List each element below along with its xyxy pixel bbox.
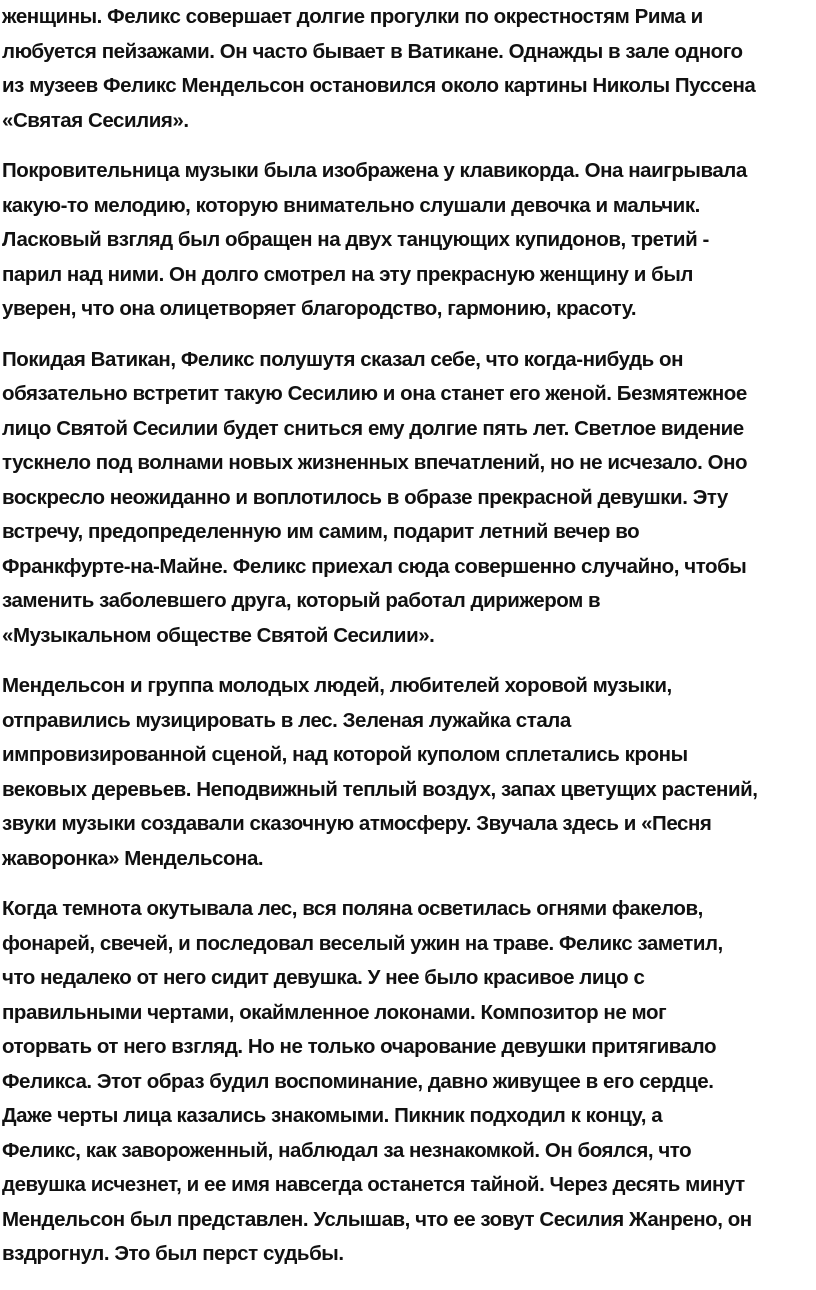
- text-line: девушка исчезнет, и ее имя навсегда останется тайной. Через десять минут: [2, 1173, 745, 1196]
- text-line: парил над ними. Он долго смотрел на эту прекрасную женщину и был: [2, 262, 693, 286]
- text-line: встречу, предопределенную им самим, подарит летний вечер во: [2, 520, 640, 543]
- text-line: заменить заболевшего друга, который работал дирижером в: [2, 589, 601, 612]
- text-line: какую-то мелодию, которую внимательно слушали девочка и мальчик.: [2, 193, 700, 217]
- text-line: тускнело под волнами новых жизненных впечатлений, но не исчезало. Оно: [2, 451, 748, 474]
- text-line: оторвать от него взгляд. Но не только очарование девушки притягивало: [2, 1035, 717, 1058]
- text-line: женщины. Феликс совершает долгие прогулки по окрестностям Рима и: [2, 5, 703, 28]
- paragraph-meeting-cecilia: [2, 892, 810, 1272]
- paragraph-rome-walks: [2, 0, 810, 138]
- text-line: любуется пейзажами. Он часто бывает в Ватикане. Однажды в зале одного: [2, 39, 743, 63]
- text-line: Франкфурте-на-Майне. Феликс приехал сюда совершенно случайно, чтобы: [2, 554, 747, 578]
- text-line: «Святая Сесилия».: [2, 108, 189, 132]
- text-line: Ласковый взгляд был обращен на двух танцующих купидонов, третий -: [2, 228, 709, 251]
- text-line: фонарей, свечей, и последовал веселый ужин на траве. Феликс заметил,: [2, 931, 723, 955]
- text-line: правильными чертами, окаймленное локонами. Композитор не мог: [2, 1000, 667, 1024]
- text-line: Покровительница музыки была изображена у клавикорда. Она наигрывала: [2, 159, 747, 182]
- text-line: Когда темнота окутывала лес, вся поляна осветилась огнями факелов,: [2, 897, 703, 920]
- text-line: звуки музыки создавали сказочную атмосферу. Звучала здесь и «Песня: [2, 812, 712, 835]
- text-line: Даже черты лица казались знакомыми. Пикник подходил к концу, а: [2, 1104, 663, 1127]
- text-line: отправились музицировать в лес. Зеленая лужайка стала: [2, 708, 571, 732]
- text-line: из музеев Феликс Мендельсон остановился около картины Николы Пуссена: [2, 74, 756, 97]
- text-line: обязательно встретит такую Сесилию и она станет его женой. Безмятежное: [2, 382, 747, 405]
- text-line: жаворонка» Мендельсона.: [2, 846, 264, 870]
- text-line: «Музыкальном обществе Святой Сесилии».: [2, 623, 435, 647]
- text-line: Феликс, как завороженный, наблюдал за незнакомкой. Он боялся, что: [2, 1138, 692, 1162]
- text-line: Покидая Ватикан, Феликс полушутя сказал себе, что когда-нибудь он: [2, 347, 684, 371]
- text-line: вздрогнул. Это был перст судьбы.: [2, 1242, 344, 1265]
- text-line: импровизированной сценой, над которой куполом сплетались кроны: [2, 743, 688, 766]
- text-line: уверен, что она олицетворяет благородство, гармонию, красоту.: [2, 297, 637, 320]
- text-line: Мендельсон был представлен. Услышав, что ее зовут Сесилия Жанрено, он: [2, 1207, 752, 1231]
- text-line: что недалеко от него сидит девушка. У нее было красивое лицо с: [2, 966, 645, 989]
- text-line: Феликса. Этот образ будил воспоминание, давно живущее в его сердце.: [2, 1069, 714, 1093]
- paragraph-painting-description: [2, 154, 810, 327]
- text-line: Мендельсон и группа молодых людей, любителей хоровой музыки,: [2, 674, 672, 697]
- text-line: лицо Святой Сесилии будет сниться ему долгие пять лет. Светлое видение: [2, 416, 744, 440]
- paragraph-leaving-vatican: [2, 343, 810, 654]
- text-line: вековых деревьев. Неподвижный теплый воздух, запах цветущих растений,: [2, 777, 758, 801]
- text-line: воскресло неожиданно и воплотилось в образе прекрасной девушки. Эту: [2, 485, 728, 509]
- paragraph-forest-music: [2, 669, 810, 876]
